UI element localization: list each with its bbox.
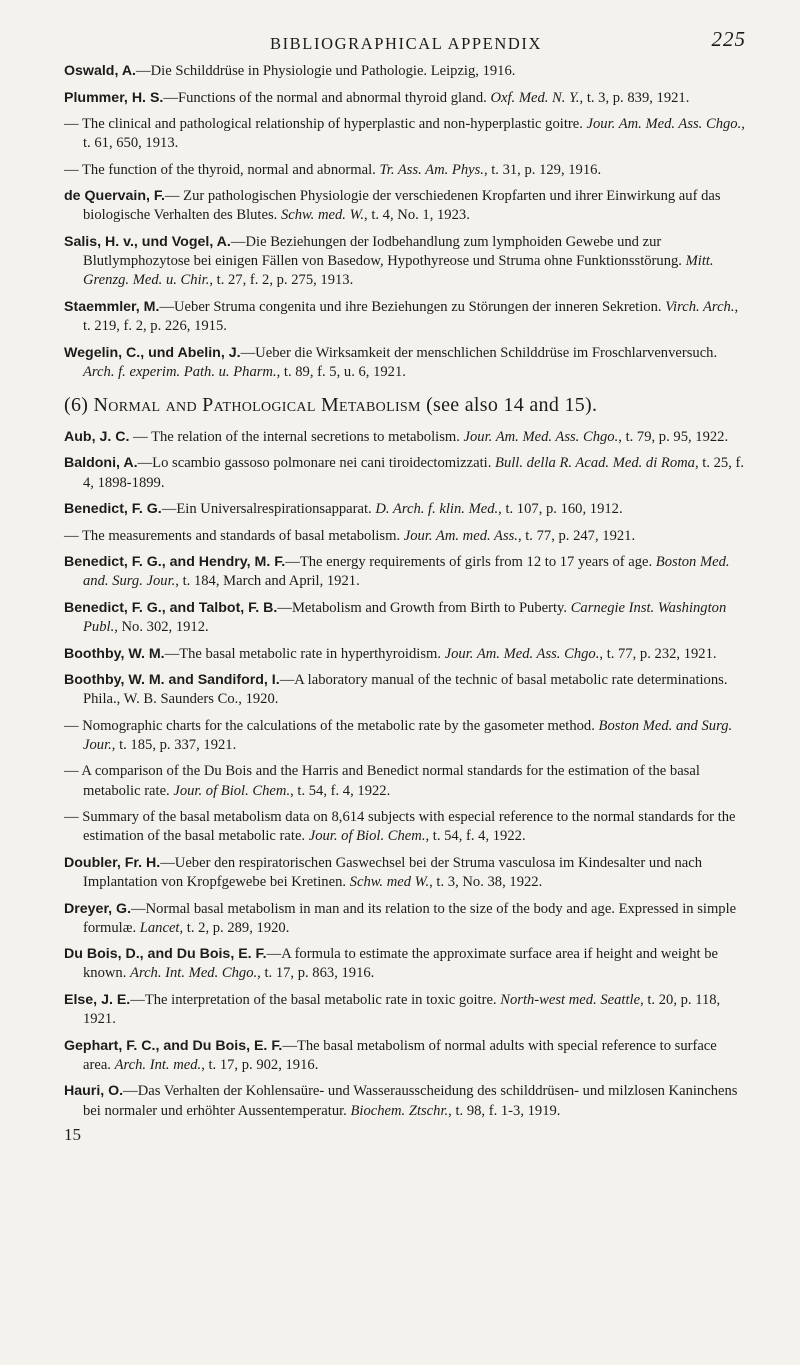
entry-journal: Mitt. Grenzg. Med. u. Chir. bbox=[83, 253, 714, 289]
entry-tail: , t. 31, p. 129, 1916. bbox=[483, 161, 602, 178]
entry-author: Boothby, W. M. and Sandiford, I. bbox=[64, 672, 280, 689]
entry-tail: , t. 20, p. 118, 1921. bbox=[83, 991, 721, 1028]
entry-text: — A comparison of the Du Bois and the Harris and Benedict normal standards for the estimation of the basal metabolic rate. bbox=[64, 763, 700, 799]
running-head bbox=[64, 26, 748, 56]
bibliography-entry bbox=[64, 808, 748, 846]
entry-author: Benedict, F. G., and Hendry, M. F. bbox=[64, 554, 286, 571]
entry-journal: Arch. f. experim. Path. u. Pharm. bbox=[83, 363, 277, 380]
entry-tail: , t. 25, f. 4, 1898-1899. bbox=[83, 455, 745, 491]
entry-journal: North-west med. Seattle bbox=[500, 991, 641, 1008]
entry-tail: , t. 4, No. 1, 1923. bbox=[364, 207, 470, 224]
entry-author: Baldoni, A. bbox=[64, 455, 138, 472]
entry-tail: , t. 219, f. 2, p. 226, 1915. bbox=[83, 298, 739, 335]
bibliography-entry bbox=[64, 115, 748, 153]
entry-text: —Lo scambio gassoso polmonare nei cani tiroidectomizzati. bbox=[137, 455, 496, 472]
entry-journal: Jour. of Biol. Chem. bbox=[173, 782, 291, 799]
entry-journal: Carnegie Inst. Washington Publ. bbox=[83, 599, 727, 636]
entry-tail: , t. 77, p. 232, 1921. bbox=[599, 645, 717, 662]
entry-tail: , t. 17, p. 863, 1916. bbox=[257, 965, 375, 982]
entry-text: — The function of the thyroid, normal and abnormal. bbox=[64, 161, 380, 178]
bibliography-entry bbox=[64, 854, 748, 892]
entry-text: —Normal basal metabolism in man and its relation to the size of the body and age. Expressed in simple formulæ. bbox=[83, 900, 737, 936]
entry-tail: , t. 79, p. 95, 1922. bbox=[618, 428, 729, 445]
entry-text: —Ueber die Wirksamkeit der menschlichen Schilddrüse im Froschlarvenversuch. bbox=[240, 344, 718, 361]
entry-journal: Virch. Arch. bbox=[665, 298, 735, 315]
bibliography-entry bbox=[64, 298, 748, 336]
entry-text: —Ein Universalrespirationsapparat. bbox=[161, 501, 376, 518]
bibliography-entry bbox=[64, 89, 748, 108]
entry-journal: D. Arch. f. klin. Med. bbox=[375, 501, 499, 518]
entry-journal: Bull. della R. Acad. Med. di Roma bbox=[495, 455, 695, 472]
entry-author: Gephart, F. C., and Du Bois, E. F. bbox=[64, 1037, 283, 1054]
entry-text: — Summary of the basal metabolism data on 8,614 subjects with especial reference to the normal standards for the estimation of the basal metabolic rate. bbox=[64, 809, 736, 845]
entry-journal: Jour. Am. Med. Ass. Chgo. bbox=[463, 428, 619, 445]
entry-tail: , t. 61, 650, 1913. bbox=[83, 116, 745, 152]
bibliography-entry bbox=[64, 233, 748, 291]
section-heading bbox=[64, 392, 748, 418]
entry-text: — The clinical and pathological relationship of hyperplastic and non-hyperplastic goitre. bbox=[64, 116, 587, 132]
entry-tail: , t. 27, f. 2, p. 275, 1913. bbox=[209, 272, 354, 289]
bibliography-entry bbox=[64, 500, 748, 519]
entry-journal: Jour. Am. med. Ass. bbox=[403, 527, 518, 544]
entry-tail: , t. 3, No. 38, 1922. bbox=[429, 874, 543, 891]
entry-journal: Arch. Int. Med. Chgo. bbox=[130, 965, 258, 982]
entry-text: —The energy requirements of girls from 12 to 17 years of age. bbox=[285, 554, 656, 571]
entry-journal: Jour. of Biol. Chem. bbox=[308, 828, 426, 845]
entry-tail: , t. 54, f. 4, 1922. bbox=[290, 782, 391, 799]
bibliography-entry bbox=[64, 900, 748, 938]
entry-text: — Zur pathologischen Physiologie der verschiedenen Kropfarten und ihrer Einwirkung auf das biologische Verhalten des Blutes. bbox=[83, 188, 721, 224]
entry-text: —Die Schilddrüse in Physiologie und Pathologie. Leipzig, 1916. bbox=[136, 63, 516, 79]
bibliography-entry bbox=[64, 344, 748, 382]
bibliography-entry bbox=[64, 527, 748, 546]
entry-author: Else, J. E. bbox=[64, 991, 131, 1008]
page-number: 225 bbox=[711, 27, 746, 51]
entry-text: —Ueber Struma congenita und ihre Beziehungen zu Störungen der inneren Sekretion. bbox=[159, 298, 666, 315]
entry-tail: , t. 184, March and April, 1921. bbox=[175, 573, 360, 590]
entry-author: Plummer, H. S. bbox=[64, 89, 164, 106]
entry-text: —Metabolism and Growth from Birth to Puberty. bbox=[277, 599, 571, 616]
entry-author: Benedict, F. G. bbox=[64, 501, 162, 518]
entry-tail: , t. 107, p. 160, 1912. bbox=[498, 501, 623, 518]
entry-author: Du Bois, D., and Du Bois, E. F. bbox=[64, 946, 267, 963]
entry-journal: Boston Med. and. Surg. Jour. bbox=[83, 554, 730, 590]
bibliography-entry bbox=[64, 717, 748, 755]
entry-author: Oswald, A. bbox=[64, 63, 137, 79]
bibliography-entry bbox=[64, 161, 748, 180]
entry-journal: Jour. Am. Med. Ass. Chgo. bbox=[444, 645, 600, 662]
entry-tail: , t. 54, f. 4, 1922. bbox=[425, 828, 526, 845]
entries-after-section bbox=[64, 428, 748, 1121]
bibliography-entry bbox=[64, 645, 748, 664]
signature-mark: 15 bbox=[64, 1125, 81, 1145]
entry-text: —Functions of the normal and abnormal thyroid gland. bbox=[163, 89, 491, 106]
entry-author: Doubler, Fr. H. bbox=[64, 854, 161, 871]
bibliography bbox=[64, 62, 748, 1145]
section-note: (see also 14 and 15). bbox=[426, 393, 598, 416]
section-number: (6) bbox=[64, 393, 89, 416]
entry-tail: , t. 77, p. 247, 1921. bbox=[517, 527, 636, 544]
running-title: BIBLIOGRAPHICAL APPENDIX bbox=[269, 34, 542, 53]
entry-journal: Schw. med W. bbox=[349, 874, 430, 891]
entry-journal: Schw. med. W. bbox=[280, 207, 365, 224]
bibliography-entry bbox=[64, 187, 748, 225]
entry-author: Dreyer, G. bbox=[64, 900, 132, 917]
bibliography-entry bbox=[64, 599, 748, 637]
entry-journal: Arch. Int. med. bbox=[114, 1056, 202, 1073]
entry-tail: , t. 17, p. 902, 1916. bbox=[201, 1056, 319, 1073]
entry-tail: , t. 3, p. 839, 1921. bbox=[579, 89, 690, 106]
entry-text: —The interpretation of the basal metabolic rate in toxic goitre. bbox=[130, 991, 501, 1008]
bibliography-entry bbox=[64, 1082, 748, 1120]
bibliography-entry bbox=[64, 671, 748, 709]
entry-text: —The basal metabolism of normal adults with special reference to surface area. bbox=[83, 1037, 717, 1073]
entry-text: —Ueber den respiratorischen Gaswechsel bei der Struma vasculosa im Kindesalter und nach Implantation von Kropfgewebe bei Kretinen. bbox=[83, 854, 703, 891]
bibliography-entry bbox=[64, 1037, 748, 1075]
entry-journal: Lancet bbox=[139, 919, 180, 936]
entry-tail: , No. 302, 1912. bbox=[114, 619, 209, 636]
bibliography-entry bbox=[64, 991, 748, 1029]
entry-journal: Oxf. Med. N. Y. bbox=[490, 89, 580, 106]
entry-author: Hauri, O. bbox=[64, 1083, 124, 1100]
entry-tail: , t. 89, f. 5, u. 6, 1921. bbox=[276, 363, 406, 380]
entry-text: — The relation of the internal secretions to metabolism. bbox=[129, 428, 464, 445]
bibliography-entry bbox=[64, 762, 748, 800]
entry-text: —A laboratory manual of the technic of basal metabolic rate determinations. Phila., W. B. Saunders Co., 1920. bbox=[83, 672, 728, 708]
bibliography-entry bbox=[64, 553, 748, 591]
entry-tail: , t. 98, f. 1-3, 1919. bbox=[448, 1102, 561, 1119]
entry-text: —Das Verhalten der Kohlensaüre- und Wasserausscheidung des schilddrüsen- und milzlosen Kaninchens bei normaler und erhöhter Aussentemperatur. bbox=[83, 1083, 738, 1119]
entry-tail: , t. 2, p. 289, 1920. bbox=[179, 919, 290, 936]
entry-text: — The measurements and standards of basal metabolism. bbox=[64, 527, 404, 544]
bibliography-entry bbox=[64, 454, 748, 492]
entry-author: Benedict, F. G., and Talbot, F. B. bbox=[64, 599, 278, 616]
entries-before-section bbox=[64, 62, 748, 382]
entry-author: Staemmler, M. bbox=[64, 298, 160, 315]
entry-text: —The basal metabolic rate in hyperthyroidism. bbox=[164, 645, 445, 662]
entry-journal: Biochem. Ztschr. bbox=[350, 1102, 449, 1119]
bibliography-entry bbox=[64, 62, 748, 81]
entry-journal: Tr. Ass. Am. Phys. bbox=[379, 161, 484, 178]
entry-text: —Die Beziehungen der Iodbehandlung zum lymphoiden Gewebe und zur Blutlymphozytose bei einigen Fällen von Basedow, Hypothyreose und Struma ohne Funktionsstörung. bbox=[83, 233, 686, 270]
entry-journal: Boston Med. and Surg. Jour. bbox=[83, 717, 733, 753]
entry-text: —A formula to estimate the approximate surface area if height and weight be known. bbox=[83, 946, 719, 982]
bibliography-entry bbox=[64, 428, 748, 447]
entry-journal: Jour. Am. Med. Ass. Chgo. bbox=[586, 116, 742, 132]
entry-author: Salis, H. v., und Vogel, A. bbox=[64, 233, 231, 250]
entry-author: de Quervain, F. bbox=[64, 188, 165, 205]
entry-tail: , t. 185, p. 337, 1921. bbox=[111, 736, 237, 753]
entry-text: — Nomographic charts for the calculations of the metabolic rate by the gasometer method. bbox=[64, 717, 599, 734]
entry-author: Boothby, W. M. bbox=[64, 645, 165, 662]
section-title: Normal and Pathological Metabolism bbox=[93, 393, 421, 416]
entry-author: Wegelin, C., und Abelin, J. bbox=[64, 344, 241, 361]
entry-author: Aub, J. C. bbox=[64, 428, 130, 445]
bibliography-entry bbox=[64, 945, 748, 983]
